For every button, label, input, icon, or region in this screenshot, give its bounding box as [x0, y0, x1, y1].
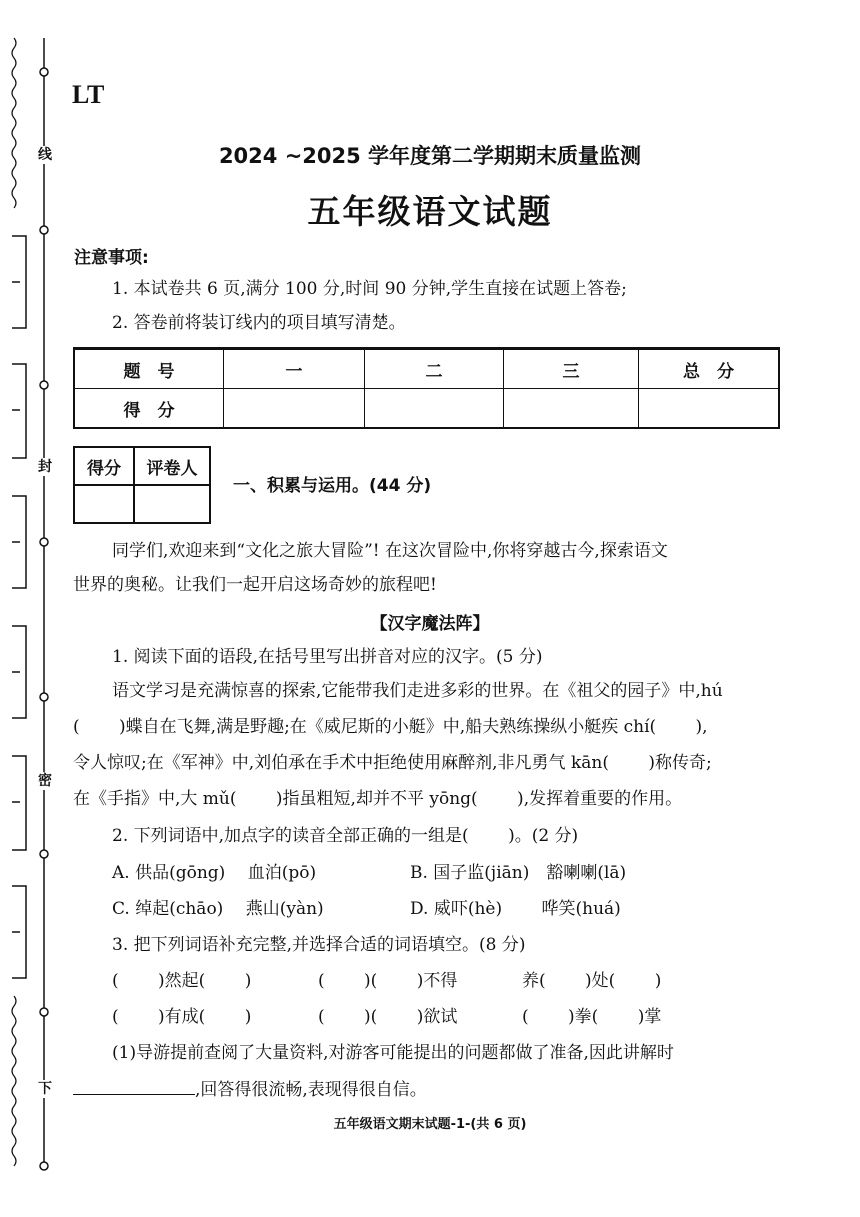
- score-cell-one[interactable]: [224, 389, 365, 429]
- q3-row2-item-3: ( )拳( )掌: [522, 1007, 662, 1027]
- q2-stem: 2. 下列词语中,加点字的读音全部正确的一组是( )。(2 分): [112, 826, 579, 846]
- q1-line-1: 语文学习是充满惊喜的探索,它能带我们走进多彩的世界。在《祖父的园子》中,hú: [112, 681, 723, 701]
- q3-sub1-line-2: ,回答得很流畅,表现得很自信。: [195, 1080, 427, 1100]
- grader-name-label: 评卷人: [134, 447, 210, 485]
- grader-table: [73, 446, 211, 524]
- sub-section-title: 【汉字魔法阵】: [370, 614, 490, 634]
- exam-code: LT: [72, 80, 105, 109]
- exam-subtitle: 五年级语文试题: [307, 192, 553, 231]
- grader-score-cell[interactable]: [74, 485, 134, 523]
- intro-line-2: 世界的奥秘。让我们一起开启这场奇妙的旅程吧!: [73, 575, 437, 595]
- q3-row1-item-2: ( )( )不得: [318, 971, 458, 991]
- q3-row2-item-1: ( )有成( ): [112, 1007, 252, 1027]
- notice-item-2: 2. 答卷前将装订线内的项目填写清楚。: [112, 313, 406, 333]
- q1-line-2: ( )蝶自在飞舞,满是野趣;在《威尼斯的小艇》中,船夫熟练操纵小艇疾 chí( ),: [73, 717, 708, 737]
- section-1-title: 一、积累与运用。(44 分): [233, 476, 432, 496]
- score-cell-total[interactable]: [639, 389, 780, 429]
- q3-row1-item-1: ( )然起( ): [112, 971, 252, 991]
- grader-score-label: 得分: [74, 447, 134, 485]
- grader-name-cell[interactable]: [134, 485, 210, 523]
- score-header-two: 二: [365, 349, 504, 389]
- q2-option-c[interactable]: C. 绰起(chāo) 燕山(yàn): [112, 899, 324, 919]
- binding-label-secret: 密: [38, 773, 52, 789]
- score-row-label: 得 分: [74, 389, 224, 429]
- score-cell-two[interactable]: [365, 389, 504, 429]
- q2-option-b[interactable]: B. 国子监(jiān) 豁喇喇(lā): [410, 863, 627, 883]
- q2-option-d[interactable]: D. 威吓(hè) 哗笑(huá): [410, 899, 621, 919]
- q3-stem: 3. 把下列词语补充完整,并选择合适的词语填空。(8 分): [112, 935, 526, 955]
- exam-title: 2024 ~2025 学年度第二学期期末质量监测: [218, 144, 642, 168]
- intro-line-1: 同学们,欢迎来到“文化之旅大冒险”! 在这次冒险中,你将穿越古今,探索语文: [112, 541, 668, 561]
- score-header-one: 一: [224, 349, 365, 389]
- q1-line-3: 令人惊叹;在《军神》中,刘伯承在手术中拒绝使用麻醉剂,非凡勇气 kān( )称传奇;: [73, 753, 712, 773]
- q3-sub1-line-2-wrap: [73, 1078, 427, 1101]
- score-cell-three[interactable]: [504, 389, 639, 429]
- score-header-three: 三: [504, 349, 639, 389]
- score-header-total: 总 分: [639, 349, 780, 389]
- notice-title: 注意事项:: [74, 248, 149, 268]
- q2-option-a[interactable]: A. 供品(gōng) 血泊(pō): [112, 863, 317, 883]
- q1-stem: 1. 阅读下面的语段,在括号里写出拼音对应的汉字。(5 分): [112, 647, 543, 667]
- q3-sub1-answer-blank[interactable]: [73, 1078, 195, 1095]
- notice-item-1: 1. 本试卷共 6 页,满分 100 分,时间 90 分钟,学生直接在试题上答卷;: [112, 279, 627, 299]
- score-table-score-row: [74, 389, 779, 429]
- score-header-number: 题 号: [74, 349, 224, 389]
- q1-line-4: 在《手指》中,大 mǔ( )指虽粗短,却并不平 yōng( ),发挥着重要的作用。: [73, 789, 683, 809]
- score-table-header-row: [74, 349, 779, 389]
- q3-row2-item-2: ( )( )欲试: [318, 1007, 458, 1027]
- page-footer: 五年级语文期末试题-1-(共 6 页): [333, 1117, 527, 1132]
- q3-sub1-line-1: (1)导游提前查阅了大量资料,对游客可能提出的问题都做了准备,因此讲解时: [112, 1043, 674, 1063]
- binding-label-down: 下: [38, 1081, 52, 1097]
- binding-label-seal: 封: [38, 459, 52, 475]
- q3-row1-item-3: 养( )处( ): [522, 971, 662, 991]
- binding-label-line: 线: [38, 147, 52, 163]
- score-table: [73, 347, 780, 429]
